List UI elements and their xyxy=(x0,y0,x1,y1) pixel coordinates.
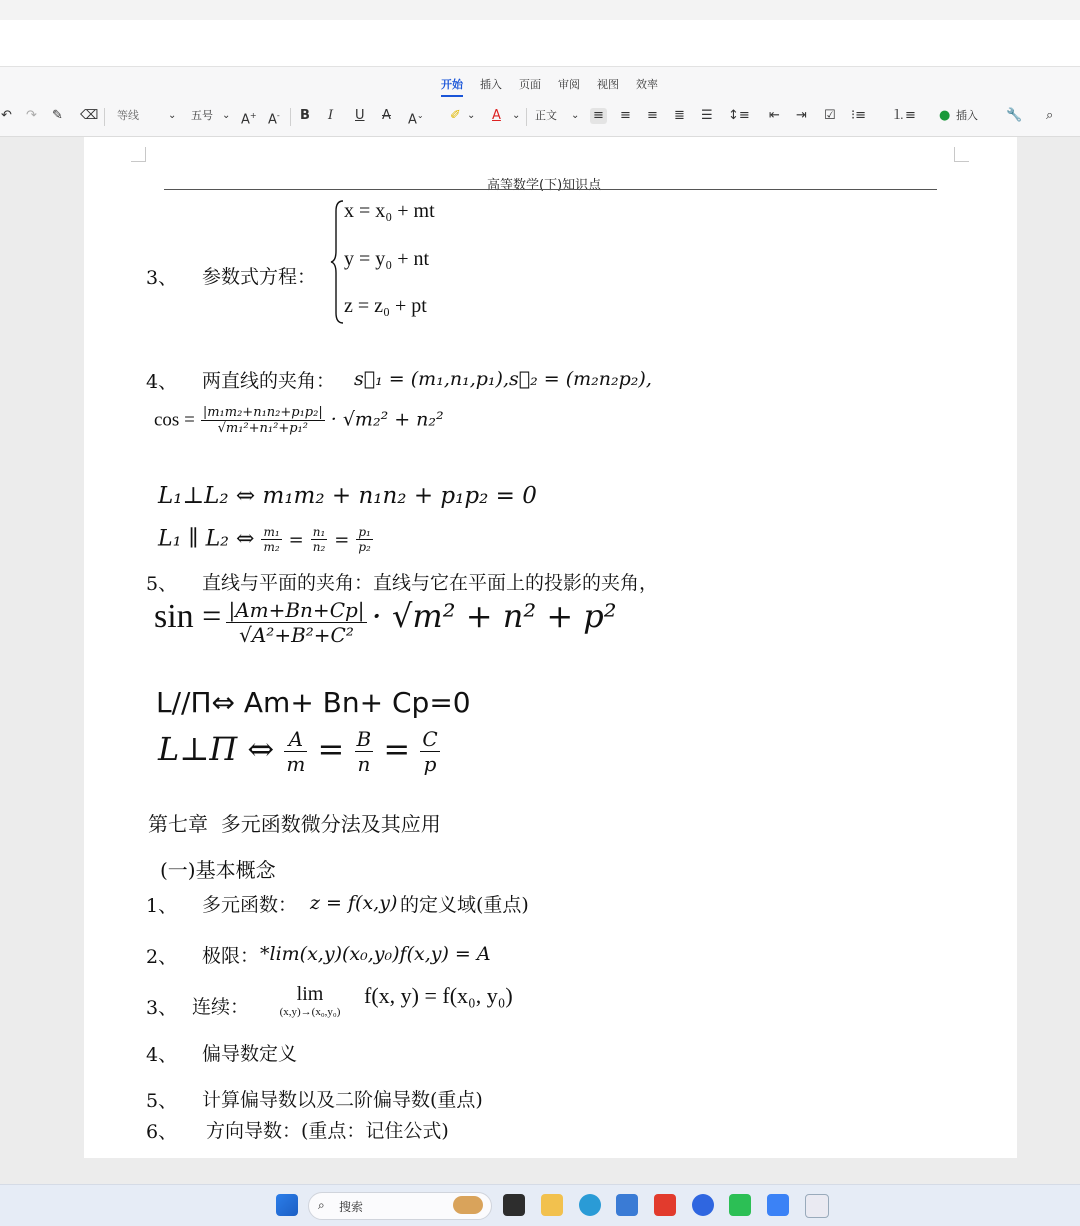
limit-math: *lim(x,y)(x₀,y₀)f(x,y) = A xyxy=(260,943,491,965)
item-number: 4、 xyxy=(146,371,178,393)
item-number: 5、 xyxy=(146,1090,178,1112)
insert-button[interactable]: 插入 xyxy=(956,109,978,122)
item-number: 2、 xyxy=(146,946,178,968)
app-icon[interactable] xyxy=(767,1194,789,1216)
numbered-list-icon[interactable]: ⒈≡ xyxy=(892,108,916,123)
perp-plane-condition: L⊥Π ⇔ $\frac{A}{m}$ = $\frac{B}{n}$ = $\frac{C}{p}$ xyxy=(158,727,438,776)
tab-start[interactable]: 开始 xyxy=(441,78,463,91)
widgets-icon xyxy=(453,1196,483,1214)
store-icon[interactable] xyxy=(616,1194,638,1216)
parallel-lines-condition: L₁ ∥ L₂ ⇔ $\frac{\text{m₁}}{\text{m₂}}$ = $\frac{\text{n₁}}{\text{n₂}}$ = $\frac{\text{p₁}}{\text{p₂}}$ xyxy=(158,525,371,554)
increase-font-icon[interactable]: A+ xyxy=(241,111,257,128)
item-text: 直线与平面的夹角：直线与它在平面上的投影的夹角， xyxy=(202,572,659,594)
text-effect-icon[interactable]: A⌄ xyxy=(408,111,424,128)
tab-page[interactable]: 页面 xyxy=(519,78,541,91)
search-icon[interactable]: ⌕ xyxy=(1046,108,1054,123)
chevron-down-icon[interactable]: ⌄ xyxy=(168,110,177,121)
file-explorer-icon[interactable] xyxy=(541,1194,563,1216)
italic-icon[interactable]: I xyxy=(328,108,334,123)
app-icon[interactable] xyxy=(805,1194,829,1218)
checkbox-icon[interactable]: ☑ xyxy=(824,108,836,123)
cos-formula: cos = $\frac{\text{|m₁m₂+n₁n₂+p₁p₂|}}{\text{√m₁²+n₁²+p₁²}}$ · √m₂² + n₂² xyxy=(154,405,444,436)
item-label: 参数式方程： xyxy=(202,266,317,288)
add-circle-icon[interactable]: ● xyxy=(939,108,951,123)
chevron-down-icon[interactable]: ⌄ xyxy=(512,110,521,121)
item-number: 6、 xyxy=(146,1121,178,1143)
decrease-font-icon[interactable]: A- xyxy=(268,111,280,128)
underline-icon[interactable]: U xyxy=(355,108,365,123)
distribute-icon[interactable]: ☰ xyxy=(701,108,713,123)
header-rule xyxy=(164,189,937,190)
highlight-icon[interactable]: ✐ xyxy=(450,108,461,123)
wps-office-icon[interactable] xyxy=(654,1194,676,1216)
font-color-icon[interactable]: A xyxy=(492,108,501,123)
tab-efficiency[interactable]: 效率 xyxy=(636,78,658,91)
format-painter-icon[interactable]: ✎ xyxy=(52,108,63,123)
undo-icon[interactable]: ↶ xyxy=(1,108,12,123)
font-size-select[interactable]: 五号 xyxy=(191,109,213,122)
item-number: 3、 xyxy=(146,267,178,289)
chevron-down-icon[interactable]: ⌄ xyxy=(467,110,476,121)
function-math: z = f(x,y) xyxy=(310,892,398,914)
title-area xyxy=(0,20,1080,66)
eraser-icon[interactable]: ⌫ xyxy=(80,108,99,123)
redo-icon[interactable]: ↷ xyxy=(26,108,37,123)
line-spacing-icon[interactable]: ↕≡ xyxy=(728,108,750,123)
search-box[interactable] xyxy=(308,1192,492,1220)
app-icon[interactable] xyxy=(692,1194,714,1216)
item-number: 5、 xyxy=(146,573,178,595)
item-text: 计算偏导数以及二阶偏导数(重点) xyxy=(202,1089,483,1111)
status-area xyxy=(0,1158,1080,1184)
tab-insert[interactable]: 插入 xyxy=(480,78,502,91)
edge-browser-icon[interactable] xyxy=(579,1194,601,1216)
align-left-icon[interactable]: ≡ xyxy=(590,108,607,124)
ribbon-tabs xyxy=(0,66,1080,99)
style-select[interactable]: 正文 xyxy=(535,109,557,122)
chapter-title: 第七章 多元函数微分法及其应用 xyxy=(148,812,441,836)
sin-formula: sin = $\frac{|Am+Bn+Cp|}{\text{√A²+B²+C²}}$ · √m² + n² + p² xyxy=(154,597,617,647)
item-label: 多元函数： xyxy=(202,894,298,916)
indent-icon[interactable]: ⇥ xyxy=(796,108,807,123)
direction-vectors: s⃗₁ = (m₁,n₁,p₁),s⃗₂ = (m₂n₂p₂), xyxy=(354,368,652,390)
item-number: 1、 xyxy=(146,895,178,917)
title-bar xyxy=(0,0,1080,20)
outdent-icon[interactable]: ⇤ xyxy=(769,108,780,123)
wechat-icon[interactable] xyxy=(729,1194,751,1216)
parallel-plane-condition: L//Π⇔ Am+ Bn+ Cp=0 xyxy=(156,686,471,719)
align-center-icon[interactable]: ≡ xyxy=(620,108,631,123)
item-label: 两直线的夹角： xyxy=(202,370,336,392)
item-label: 极限： xyxy=(202,945,260,967)
page-header: 高等数学(下)知识点 xyxy=(487,178,602,193)
task-view-icon[interactable] xyxy=(503,1194,525,1216)
param-z: z = z₀ + pt xyxy=(344,295,427,317)
item-label: 连续： xyxy=(192,996,250,1018)
chevron-down-icon[interactable]: ⌄ xyxy=(222,110,231,121)
justify-icon[interactable]: ≣ xyxy=(674,108,685,123)
continuity-math: f(x, y) = f(x₀, y₀) xyxy=(364,983,513,1008)
tools-icon[interactable]: 🔧 xyxy=(1006,108,1023,123)
bold-icon[interactable]: B xyxy=(300,108,310,123)
param-x: x = x₀ + mt xyxy=(344,200,435,222)
item-text: 方向导数：(重点：记住公式) xyxy=(206,1120,449,1142)
align-right-icon[interactable]: ≡ xyxy=(647,108,658,123)
tab-review[interactable]: 审阅 xyxy=(558,78,580,91)
chevron-down-icon[interactable]: ⌄ xyxy=(571,110,580,121)
search-placeholder: 搜索 xyxy=(339,1200,364,1214)
document-page[interactable] xyxy=(84,137,1017,1158)
section-title: (一)基本概念 xyxy=(160,858,276,882)
continuity-limit: lim (x,y)→(x₀,y₀) xyxy=(279,983,341,1018)
tab-view[interactable]: 视图 xyxy=(597,78,619,91)
windows-start-icon[interactable] xyxy=(276,1194,298,1216)
bullet-list-icon[interactable]: ⁝≡ xyxy=(851,108,867,123)
item-number: 3、 xyxy=(146,997,178,1019)
param-y: y = y₀ + nt xyxy=(344,248,430,270)
perp-lines-condition: L₁⊥L₂ ⇔ m₁m₂ + n₁n₂ + p₁p₂ = 0 xyxy=(158,483,537,509)
taskbar xyxy=(0,1184,1080,1226)
formatting-toolbar xyxy=(0,98,1080,137)
font-name-select[interactable]: 等线 xyxy=(117,109,139,122)
item-number: 4、 xyxy=(146,1044,178,1066)
item-text: 偏导数定义 xyxy=(202,1043,298,1065)
strikethrough-icon[interactable]: A xyxy=(382,108,391,123)
item-text: 的定义域(重点) xyxy=(400,894,529,916)
search-icon: ⌕ xyxy=(318,1198,325,1212)
